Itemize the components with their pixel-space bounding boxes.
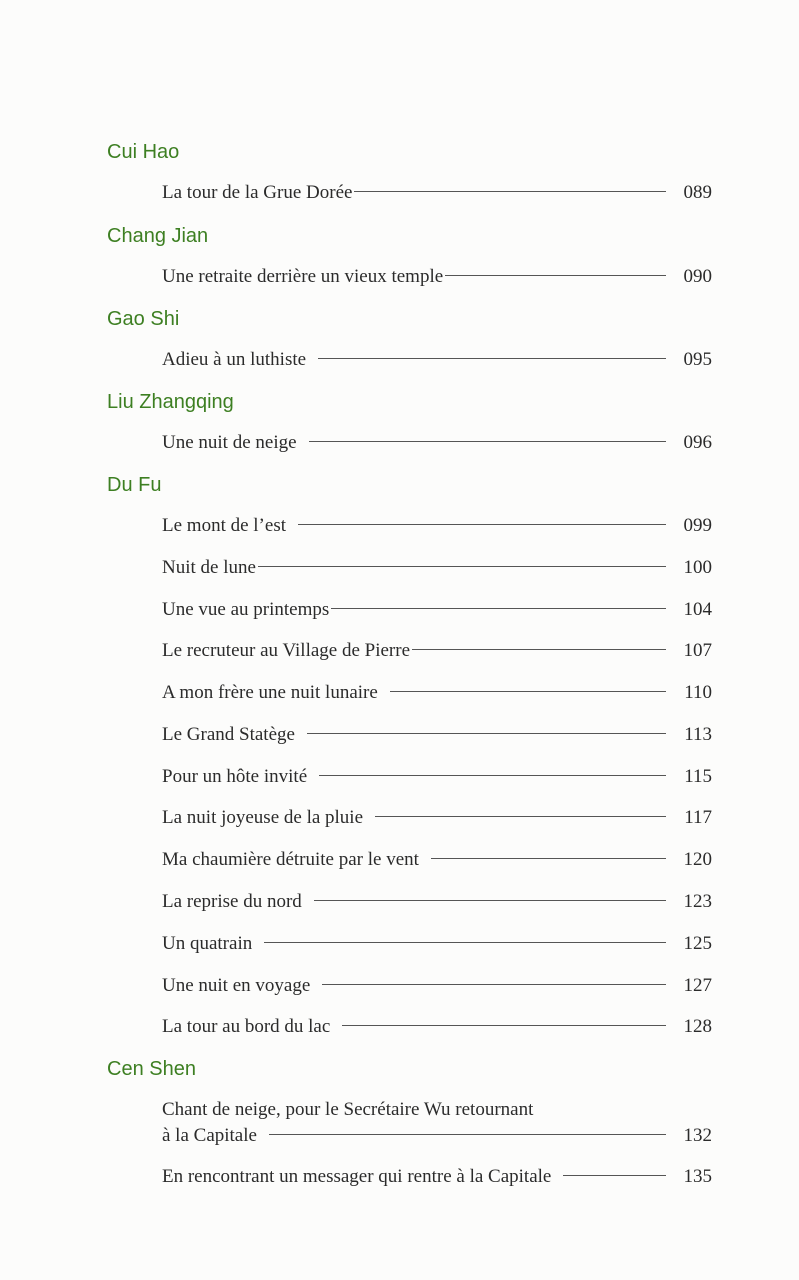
author-heading: Cen Shen	[107, 1058, 196, 1080]
entry-title: Nuit de lune	[162, 557, 256, 578]
page-number: 110	[684, 682, 712, 703]
page-number: 089	[683, 182, 712, 203]
entry-title: Un quatrain	[162, 933, 253, 954]
page-number: 095	[683, 349, 712, 370]
entry-title: En rencontrant un messager qui rentre à la Capitale	[162, 1166, 552, 1187]
entry-title: Ma chaumière détruite par le vent	[162, 849, 419, 870]
dot-leader	[269, 1134, 666, 1135]
toc-entry	[162, 347, 712, 373]
entry-title: La tour au bord du lac	[162, 1016, 331, 1037]
entry-title: Adieu à un luthiste	[162, 349, 307, 370]
entry-title: La reprise du nord	[162, 891, 302, 912]
entry-title: Pour un hôte invité	[162, 766, 308, 787]
page-number: 104	[683, 599, 712, 620]
dot-leader	[412, 649, 666, 650]
toc-entry	[162, 931, 712, 957]
page-number: 107	[683, 640, 712, 661]
page-number: 099	[683, 515, 712, 536]
dot-leader	[322, 984, 666, 985]
page-number: 115	[684, 766, 712, 787]
dot-leader	[319, 775, 666, 776]
toc-entry	[162, 264, 712, 290]
author-heading: Liu Zhangqing	[107, 391, 234, 413]
dot-leader	[331, 608, 666, 609]
dot-leader	[431, 858, 666, 859]
page-number: 113	[684, 724, 712, 745]
entry-title: Le Grand Statège	[162, 724, 295, 745]
entry-title: Une vue au printemps	[162, 599, 330, 620]
toc-entry	[162, 722, 712, 748]
toc-entry	[162, 638, 712, 664]
toc-entry	[162, 180, 712, 206]
toc-entry	[162, 1097, 712, 1149]
toc-entry	[162, 513, 712, 539]
page-number: 096	[683, 432, 712, 453]
author-heading: Du Fu	[107, 474, 162, 496]
toc-entry	[162, 1164, 712, 1190]
page-number: 125	[683, 933, 712, 954]
toc-entry	[162, 889, 712, 915]
toc-entry	[162, 680, 712, 706]
dot-leader	[563, 1175, 666, 1176]
entry-title: Une retraite derrière un vieux temple	[162, 266, 444, 287]
dot-leader	[342, 1025, 666, 1026]
entry-title: Une nuit en voyage	[162, 975, 311, 996]
entry-title-line1: Chant de neige, pour le Secrétaire Wu retournant	[162, 1099, 534, 1120]
dot-leader	[298, 524, 666, 525]
page-number: 127	[683, 975, 712, 996]
toc-entry	[162, 597, 712, 623]
dot-leader	[354, 191, 666, 192]
page-number: 090	[683, 266, 712, 287]
page-number: 100	[683, 557, 712, 578]
entry-title: La nuit joyeuse de la pluie	[162, 807, 364, 828]
dot-leader	[307, 733, 666, 734]
toc-entry	[162, 1014, 712, 1040]
author-heading: Chang Jian	[107, 225, 209, 247]
page-number: 117	[684, 807, 712, 828]
toc-entry	[162, 805, 712, 831]
dot-leader	[309, 441, 666, 442]
page-number: 128	[683, 1016, 712, 1037]
toc-entry	[162, 764, 712, 790]
page-number: 123	[683, 891, 712, 912]
toc-entry	[162, 973, 712, 999]
dot-leader	[258, 566, 666, 567]
page-number: 120	[683, 849, 712, 870]
dot-leader	[318, 358, 666, 359]
entry-title: La tour de la Grue Dorée	[162, 182, 353, 203]
dot-leader	[390, 691, 666, 692]
entry-title: A mon frère une nuit lunaire	[162, 682, 378, 703]
dot-leader	[445, 275, 666, 276]
dot-leader	[375, 816, 666, 817]
dot-leader	[314, 900, 666, 901]
toc-entry	[162, 430, 712, 456]
dot-leader	[264, 942, 666, 943]
toc-entry	[162, 555, 712, 581]
page-number: 135	[683, 1166, 712, 1187]
page-number: 132	[683, 1125, 712, 1146]
author-heading: Gao Shi	[107, 308, 180, 330]
entry-title: Le mont de l’est	[162, 515, 286, 536]
toc-entry	[162, 847, 712, 873]
author-heading: Cui Hao	[107, 141, 180, 163]
entry-title-line2: à la Capitale	[162, 1125, 257, 1146]
entry-title: Le recruteur au Village de Pierre	[162, 640, 411, 661]
entry-title: Une nuit de neige	[162, 432, 297, 453]
